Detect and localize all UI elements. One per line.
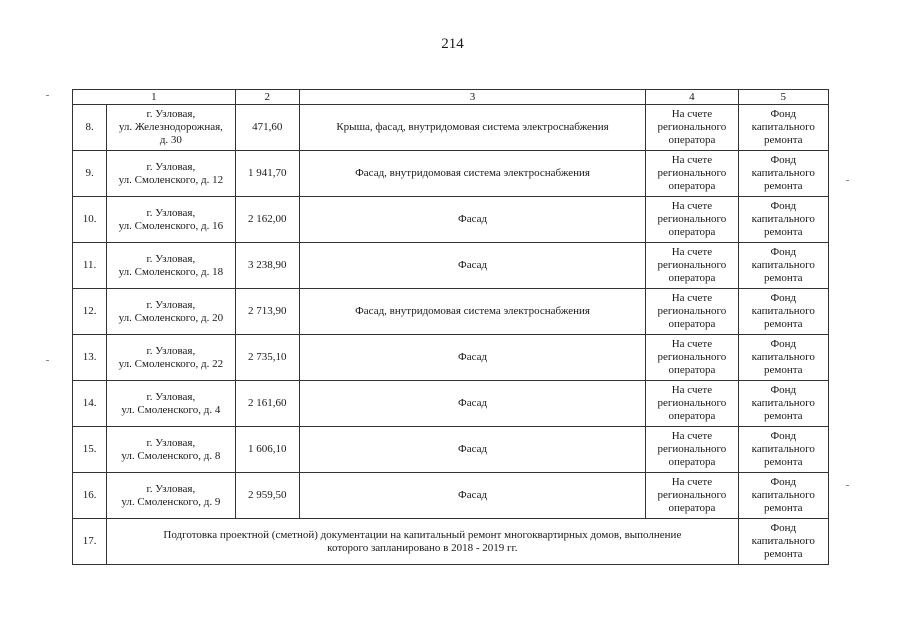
- row-funding-source-line: регионального: [657, 259, 727, 271]
- row-fund-line: ремонта: [764, 272, 803, 284]
- row-area: 3 238,90: [235, 243, 299, 289]
- table-row: [73, 427, 829, 473]
- row-area: 2 959,50: [235, 473, 299, 519]
- row-work-type: Фасад: [299, 427, 645, 473]
- row-fund-line: ремонта: [764, 226, 803, 238]
- row-number: 14.: [73, 381, 107, 427]
- row-address: [107, 335, 236, 381]
- row-area: 1 606,10: [235, 427, 299, 473]
- row-funding-source-line: регионального: [657, 443, 727, 455]
- row-address: [107, 289, 236, 335]
- header-col-1: 1: [73, 90, 236, 105]
- row-fund-line: капитального: [751, 351, 815, 363]
- row-fund-line: Фонд: [770, 522, 797, 534]
- row-address-line: ул. Смоленского, д. 18: [118, 265, 224, 278]
- row-address: [107, 151, 236, 197]
- row-fund-line: Фонд: [770, 292, 797, 304]
- row-fund-line: ремонта: [764, 548, 803, 560]
- row-funding-source-line: регионального: [657, 167, 727, 179]
- row-fund-line: капитального: [751, 213, 815, 225]
- row-number: 9.: [73, 151, 107, 197]
- row-fund: [738, 427, 828, 473]
- row-funding-source-line: оператора: [668, 272, 716, 284]
- row-fund-line: капитального: [751, 259, 815, 271]
- row-area: 471,60: [235, 105, 299, 151]
- row-funding-source-line: регионального: [657, 121, 727, 133]
- row-funding-source-line: На счете: [671, 384, 713, 396]
- row-fund-line: капитального: [751, 305, 815, 317]
- row-number: 12.: [73, 289, 107, 335]
- row-number: 11.: [73, 243, 107, 289]
- row-number: 15.: [73, 427, 107, 473]
- row-funding-source-line: оператора: [668, 410, 716, 422]
- row-funding-source-line: На счете: [671, 476, 713, 488]
- row-number: 16.: [73, 473, 107, 519]
- row-funding-source-line: оператора: [668, 364, 716, 376]
- row-fund-line: Фонд: [770, 246, 797, 258]
- row-address-line: г. Узловая,: [146, 108, 196, 120]
- row-address-line: д. 30: [159, 134, 182, 146]
- row-number: 8.: [73, 105, 107, 151]
- row-fund-line: ремонта: [764, 456, 803, 468]
- row-work-type: Фасад: [299, 473, 645, 519]
- row-fund-line: капитального: [751, 397, 815, 409]
- row-funding-source-line: оператора: [668, 226, 716, 238]
- row-fund: [738, 243, 828, 289]
- row-funding-source-line: оператора: [668, 180, 716, 192]
- row-number: 17.: [73, 519, 107, 565]
- row-funding-source: [646, 243, 738, 289]
- row-area: 2 162,00: [235, 197, 299, 243]
- row-funding-source-line: На счете: [671, 108, 713, 120]
- header-col-3: 3: [299, 90, 645, 105]
- row-fund-line: капитального: [751, 535, 815, 547]
- row-funding-source: [646, 289, 738, 335]
- row-fund-line: ремонта: [764, 502, 803, 514]
- row-address-line: ул. Смоленского, д. 22: [118, 357, 224, 370]
- row-work-type: Крыша, фасад, внутридомовая система электроснабжения: [299, 105, 645, 151]
- row-address-line: ул. Смоленского, д. 12: [118, 173, 224, 186]
- row-funding-source-line: регионального: [657, 397, 727, 409]
- row-address-line: г. Узловая,: [146, 344, 196, 357]
- row-fund-line: ремонта: [764, 134, 803, 146]
- row-funding-source-line: регионального: [657, 489, 727, 501]
- table-row: [73, 243, 829, 289]
- row-fund-line: ремонта: [764, 318, 803, 330]
- row-funding-source: [646, 381, 738, 427]
- row-address-line: г. Узловая,: [146, 252, 196, 265]
- row-fund-line: капитального: [751, 489, 815, 501]
- row-work-type: Фасад, внутридомовая система электроснабжения: [299, 289, 645, 335]
- row-fund-line: капитального: [751, 443, 815, 455]
- page-number: 214: [441, 36, 464, 52]
- row-address: [107, 427, 236, 473]
- row-fund-line: Фонд: [770, 108, 797, 120]
- row-funding-source-line: На счете: [671, 246, 713, 258]
- row-fund: [738, 289, 828, 335]
- table-row: [73, 151, 829, 197]
- row-address: [107, 197, 236, 243]
- row-address-line: г. Узловая,: [146, 482, 196, 495]
- row-funding-source-line: На счете: [671, 200, 713, 212]
- row-address: [107, 243, 236, 289]
- row-address-line: г. Узловая,: [146, 206, 196, 219]
- row-fund: [738, 335, 828, 381]
- row-fund-line: ремонта: [764, 364, 803, 376]
- row-design-documentation: Подготовка проектной (сметной) документации на капитальный ремонт многоквартирных домов, выполнение которого запланировано в 2018 - 2019 гг.: [107, 519, 738, 565]
- row-funding-source-line: оператора: [668, 456, 716, 468]
- row-address-line: ул. Железнодорожная,: [118, 121, 223, 133]
- scan-mark: [846, 485, 849, 486]
- row-funding-source: [646, 335, 738, 381]
- row-fund-line: ремонта: [764, 180, 803, 192]
- table-row: [73, 197, 829, 243]
- table-row: [73, 381, 829, 427]
- row-address-line: г. Узловая,: [146, 298, 196, 311]
- header-row: [73, 90, 829, 105]
- row-fund: [738, 519, 828, 565]
- table-row: [73, 289, 829, 335]
- row-work-type: Фасад: [299, 335, 645, 381]
- row-funding-source-line: На счете: [671, 430, 713, 442]
- row-funding-source-line: регионального: [657, 213, 727, 225]
- table-row: [73, 335, 829, 381]
- row-fund-line: Фонд: [770, 384, 797, 396]
- row-funding-source-line: На счете: [671, 338, 713, 350]
- row-funding-source: [646, 473, 738, 519]
- row-fund-line: капитального: [751, 167, 815, 179]
- repair-plan-table: [72, 89, 829, 565]
- row-fund-line: ремонта: [764, 410, 803, 422]
- header-col-2: 2: [235, 90, 299, 105]
- row-address-line: г. Узловая,: [146, 390, 196, 403]
- row-address-line: ул. Смоленского, д. 20: [118, 311, 224, 324]
- table-row: [73, 473, 829, 519]
- scan-mark: [46, 95, 49, 96]
- row-area: 1 941,70: [235, 151, 299, 197]
- row-funding-source-line: оператора: [668, 502, 716, 514]
- header-col-4: 4: [646, 90, 738, 105]
- row-number: 10.: [73, 197, 107, 243]
- row-funding-source-line: оператора: [668, 318, 716, 330]
- row-address: [107, 105, 236, 151]
- row-funding-source: [646, 197, 738, 243]
- row-fund-line: Фонд: [770, 154, 797, 166]
- row-fund: [738, 381, 828, 427]
- row-fund-line: Фонд: [770, 476, 797, 488]
- row-fund: [738, 105, 828, 151]
- row-area: 2 161,60: [235, 381, 299, 427]
- row-funding-source-line: оператора: [668, 134, 716, 146]
- row-address: [107, 381, 236, 427]
- row-address-line: ул. Смоленского, д. 9: [121, 495, 221, 508]
- row-funding-source-line: регионального: [657, 305, 727, 317]
- row-fund: [738, 197, 828, 243]
- row-funding-source: [646, 151, 738, 197]
- row-funding-source-line: На счете: [671, 292, 713, 304]
- scan-mark: [846, 180, 849, 181]
- row-fund-line: Фонд: [770, 200, 797, 212]
- row-funding-source-line: На счете: [671, 154, 713, 166]
- row-fund: [738, 473, 828, 519]
- row-address-line: г. Узловая,: [146, 436, 196, 449]
- row-address-line: ул. Смоленского, д. 16: [118, 219, 224, 232]
- row-area: 2 713,90: [235, 289, 299, 335]
- row-work-type: Фасад: [299, 197, 645, 243]
- row-funding-source: [646, 105, 738, 151]
- scan-mark: [46, 360, 49, 361]
- row-address-line: ул. Смоленского, д. 8: [121, 449, 221, 462]
- row-fund-line: капитального: [751, 121, 815, 133]
- row-address-line: г. Узловая,: [146, 160, 196, 173]
- row-fund-line: Фонд: [770, 338, 797, 350]
- row-number: 13.: [73, 335, 107, 381]
- row-fund: [738, 151, 828, 197]
- table-row-summary: [73, 519, 829, 565]
- table-row: [73, 105, 829, 151]
- header-col-5: 5: [738, 90, 828, 105]
- row-address: [107, 473, 236, 519]
- row-funding-source: [646, 427, 738, 473]
- row-funding-source-line: регионального: [657, 351, 727, 363]
- row-work-type: Фасад, внутридомовая система электроснабжения: [299, 151, 645, 197]
- row-work-type: Фасад: [299, 243, 645, 289]
- row-address-line: ул. Смоленского, д. 4: [121, 403, 221, 416]
- row-area: 2 735,10: [235, 335, 299, 381]
- row-work-type: Фасад: [299, 381, 645, 427]
- row-fund-line: Фонд: [770, 430, 797, 442]
